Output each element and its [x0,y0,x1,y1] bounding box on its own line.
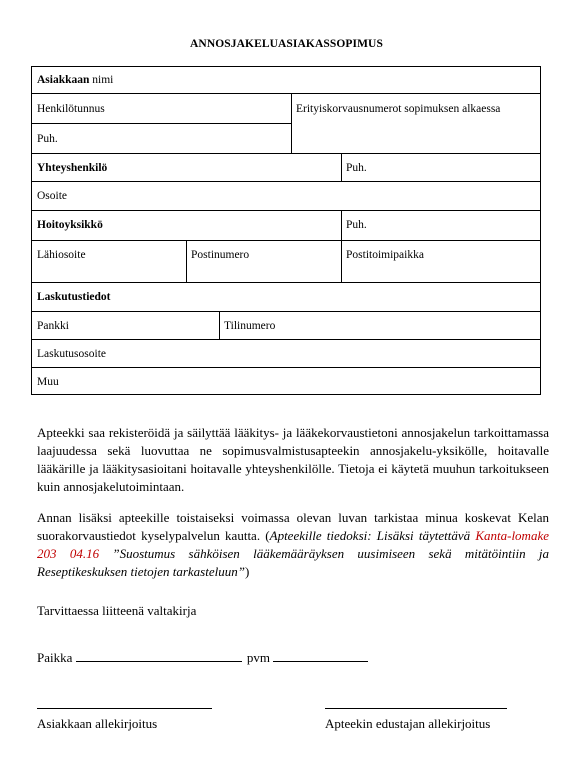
billing-address-label: Laskutusosoite [37,348,106,360]
date-label: pvm [246,650,271,665]
kela-paragraph: Annan lisäksi apteekille toistaiseksi voimassa olevan luvan tarkistaa minua koskevat Kelan suorakorvaustiedot kyselypalvelun kautta. (Apteekille tiedoksi: Lisäksi täytettävä Kanta-lomake 203 04.16 ”Suostumus sähköisen lääkemääräyksen uusimiseen sekä mitätöintiin ja Reseptikeskuksen tietojen tarkasteluun”) [37,510,549,579]
other-label: Muu [37,376,59,388]
care-phone-label: Puh. [346,219,367,231]
customer-signature-label: Asiakkaan allekirjoitus [37,716,158,731]
consent-paragraph: Apteekki saa rekisteröidä ja säilyttää lääkitys- ja lääkekorvaustietoni annosjakelun tarkoittamassa laajuudessa sekä luovuttaa ne sopimusvalmistusapteekin annosjakelu-yksikölle, hoitavalle lääkärille ja lääkitysasioitani hoitavalle yhteyshenkilölle. Tietoja ei käytetä muuhun tarkoitukseen kuin annosjakelutoimintaan. [37,425,549,494]
place-date-row [37,649,368,666]
phone-label: Puh. [37,133,58,145]
special-reimbursement-label: Erityiskorvausnumerot sopimuksen alkaessa [296,103,501,115]
postal-code-label: Postinumero [191,249,250,261]
account-number-label: Tilinumero [224,320,276,332]
pharmacy-signature-line[interactable] [325,708,507,709]
street-address-label: Lähiosoite [37,249,86,261]
postal-area-label: Postitoimipaikka [346,249,424,261]
pharmacy-signature-label: Apteekin edustajan allekirjoitus [325,716,491,731]
attachment-note: Tarvittaessa liitteenä valtakirja [37,603,197,618]
customer-signature-line[interactable] [37,708,212,709]
place-field[interactable] [76,649,242,662]
address-label: Osoite [37,190,68,202]
kanta-form-reference: Kanta-lomake 203 04.16 [37,528,549,561]
contact-phone-label: Puh. [346,162,367,174]
customer-form [31,66,541,395]
date-field[interactable] [273,649,368,662]
customer-name-label: Asiakkaan nimi [37,74,114,86]
contact-person-label: Yhteyshenkilö [37,162,108,174]
document-title: ANNOSJAKELUASIAKASSOPIMUS [190,38,383,50]
care-unit-label: Hoitoyksikkö [37,219,103,231]
bank-label: Pankki [37,320,69,332]
billing-info-label: Laskutustiedot [37,291,111,303]
place-label: Paikka [37,650,73,665]
ssn-label: Henkilötunnus [37,103,105,115]
